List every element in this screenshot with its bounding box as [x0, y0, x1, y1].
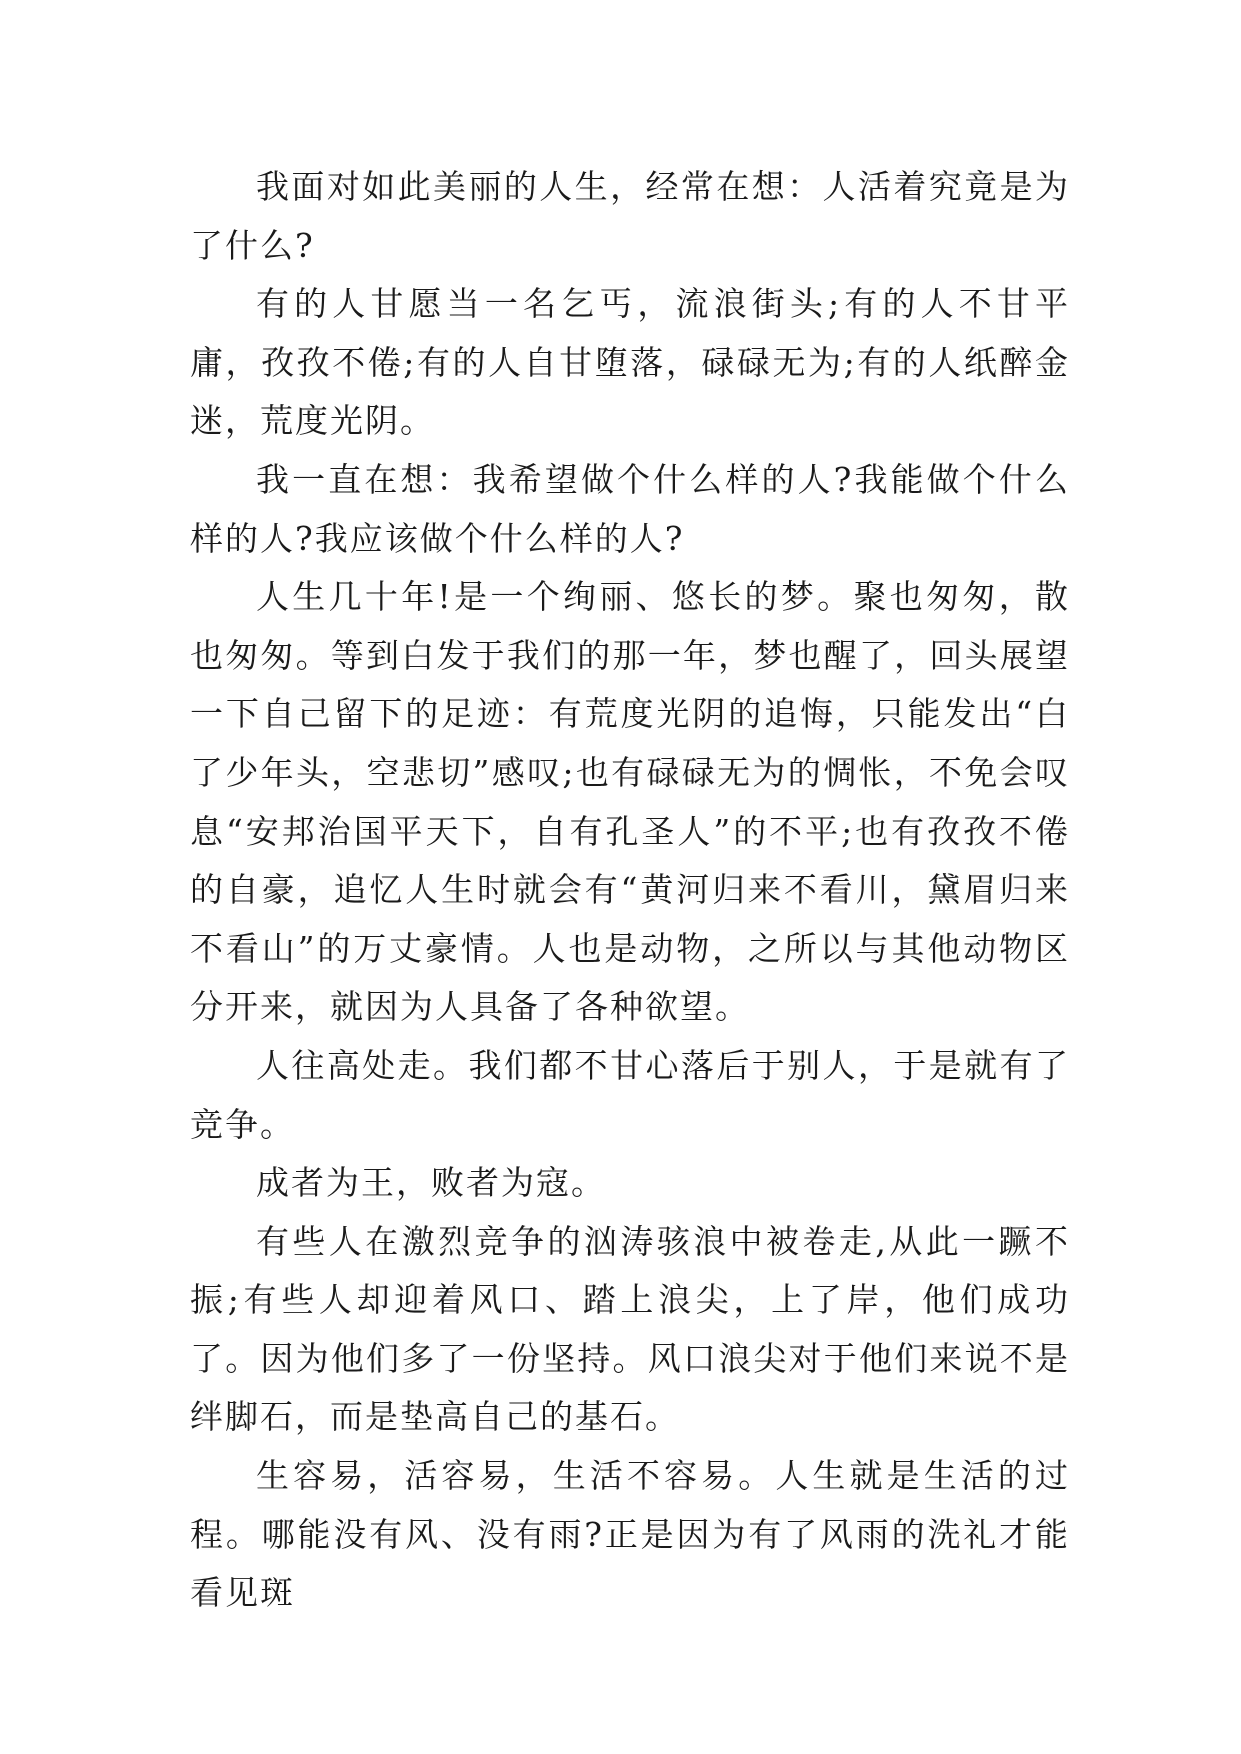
paragraph-6: 成者为王，败者为寇。: [256, 1163, 606, 1203]
paragraph-1: 我面对如此美丽的人生，经常在想：人活着究竟是为了什么?: [190, 167, 1070, 265]
paragraph-3: 我一直在想：我希望做个什么样的人?我能做个什么样的人?我应该做个什么样的人?: [190, 459, 1070, 558]
paragraph-4: 人生几十年!是一个绚丽、悠长的梦。聚也匆匆，散也匆匆。等到白发于我们的那一年，梦也醒了，回头展望一下自己留下的足迹：有荒度光阴的追悔，只能发出“白了少年头，空悲切”感叹;也有碌碌无为的惆怅，不免会叹息“安邦治国平天下，自有孔圣人”的不平;也有孜孜不倦的自豪，追忆人生时就会有“黄河归来不看川，黛眉归来不看山”的万丈豪情。人也是动物，之所以与其他动物区分开来，就因为人具备了各种欲望。: [190, 577, 1070, 1027]
paragraph-7: 有些人在激烈竞争的汹涛骇浪中被卷走,从此一蹶不振;有些人却迎着风口、踏上浪尖，上了岸，他们成功了。因为他们多了一份坚持。风口浪尖对于他们来说不是绊脚石，而是垫高自己的基石。: [190, 1221, 1070, 1437]
paragraph-5: 人往高处走。我们都不甘心落后于别人，于是就有了竞争。: [190, 1045, 1070, 1144]
body-text: [190, 158, 1070, 1623]
paragraph-2: 有的人甘愿当一名乞丐，流浪街头;有的人不甘平庸，孜孜不倦;有的人自甘堕落，碌碌无为;有的人纸醉金迷，荒度光阴。: [190, 284, 1070, 441]
paragraph-8: 生容易，活容易，生活不容易。人生就是生活的过程。哪能没有风、没有雨?正是因为有了风雨的洗礼才能看见斑: [190, 1456, 1070, 1613]
